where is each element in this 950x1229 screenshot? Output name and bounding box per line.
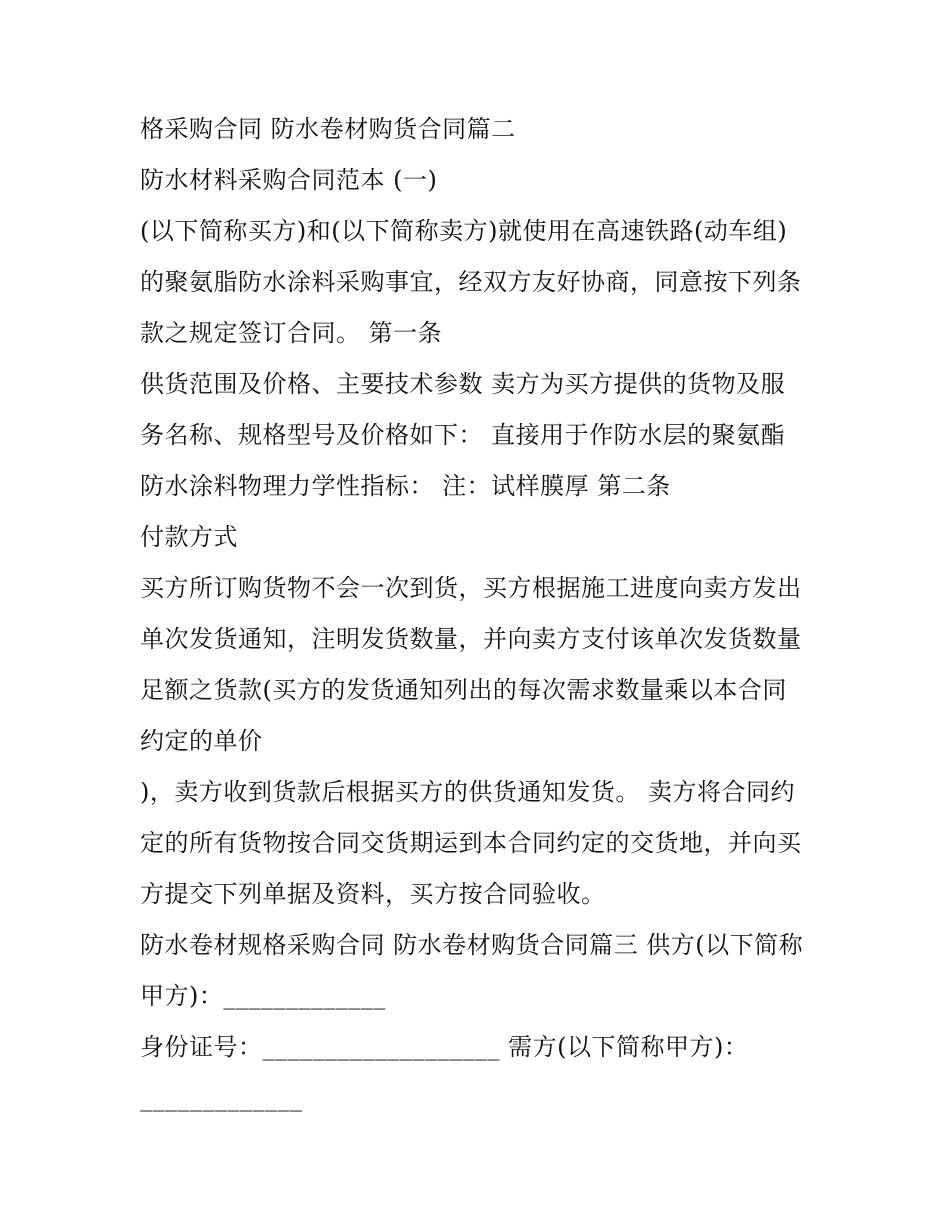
text-line-19: 身份证号：___________________ 需方(以下简称甲方)：: [140, 1033, 749, 1061]
text-line-16: 方提交下列单据及资料，买方按合同验收。: [140, 880, 606, 908]
text-line-20: _____________: [140, 1084, 303, 1112]
text-line-5: 款之规定签订合同。 第一条: [140, 319, 443, 347]
text-line-10: 买方所订购货物不会一次到货，买方根据施工进度向卖方发出: [140, 574, 802, 602]
text-line-17: 防水卷材规格采购合同 防水卷材购货合同篇三 供方(以下简称: [140, 931, 804, 959]
text-line-1: 格采购合同 防水卷材购货合同篇二: [140, 115, 516, 143]
text-line-7: 务名称、规格型号及价格如下： 直接用于作防水层的聚氨酯: [140, 421, 786, 449]
text-line-11: 单次发货通知，注明发货数量，并向卖方支付该单次发货数量: [140, 625, 802, 653]
text-line-15: 定的所有货物按合同交货期运到本合同约定的交货地，并向买: [140, 829, 802, 857]
text-line-9: 付款方式: [140, 523, 238, 551]
text-line-12: 足额之货款(买方的发货通知列出的每次需求数量乘以本合同: [140, 676, 787, 704]
text-line-6: 供货范围及价格、主要技术参数 卖方为买方提供的货物及服: [140, 370, 786, 398]
document-body: [140, 104, 820, 1124]
text-line-4: 的聚氨脂防水涂料采购事宜，经双方友好协商，同意按下列条: [140, 268, 802, 296]
text-line-3: (以下简称买方)和(以下简称卖方)就使用在高速铁路(动车组): [140, 217, 788, 245]
text-line-2: 防水材料采购合同范本 (一): [140, 166, 438, 194]
text-line-13: 约定的单价: [140, 727, 263, 755]
text-line-14: )，卖方收到货款后根据买方的供货通知发货。 卖方将合同约: [140, 778, 795, 806]
text-line-8: 防水涂料物理力学性指标： 注：试样膜厚 第二条: [140, 472, 671, 500]
text-line-18: 甲方)：_____________: [140, 982, 386, 1010]
